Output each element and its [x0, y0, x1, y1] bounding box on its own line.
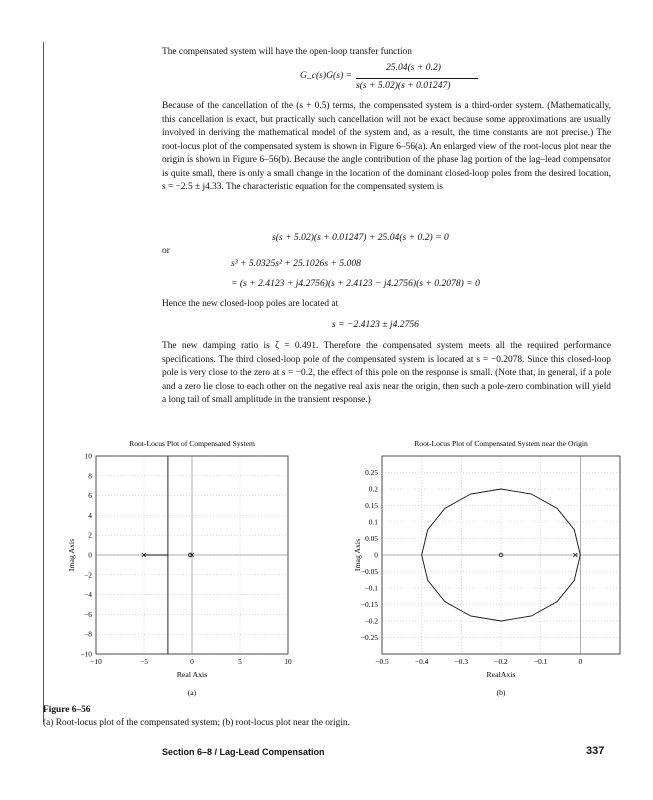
plot-b-xtick-label: −0.2 [494, 657, 508, 666]
plot-a-ytick-label: 6 [88, 491, 92, 501]
plot-a-ylabel: Imag Axis [67, 538, 76, 572]
root-locus-plot-b [340, 434, 630, 704]
figure-caption: (a) Root-locus plot of the compensated system; (b) root-locus plot near the origin. [43, 718, 350, 728]
plot-b-xtick-label: 0 [578, 657, 583, 666]
fraction-bar [356, 78, 478, 79]
plot-b-title: Root-Locus Plot of Compensated System near the Origin [414, 439, 588, 448]
plot-a-svg [50, 434, 310, 699]
plot-a-ytick-label: −4 [84, 590, 92, 600]
plot-b-ytick-label: −0.2 [364, 616, 378, 626]
characteristic-equation: s(s + 5.02)(s + 0.01247) + 25.04(s + 0.2) = 0 [272, 232, 449, 243]
margin-rule [43, 42, 44, 722]
root-locus-plot-a [50, 434, 310, 704]
page-number: 337 [586, 745, 605, 757]
plot-a-ytick-label: 8 [88, 471, 92, 481]
plot-b-ytick-label: −0.25 [360, 633, 378, 642]
paragraph-new-poles: Hence the new closed-loop poles are located at [162, 299, 339, 309]
plot-a-ytick-label: −10 [80, 649, 92, 659]
polynomial-equation: s³ + 5.0325s² + 25.1026s + 5.008 [231, 258, 361, 269]
plot-b-ytick-label: 0.15 [365, 501, 378, 510]
paragraph-cancellation: Because of the cancellation of the (s + 0.5) terms, the compensated system is a third-order system. (Mathematically, this cancellation is exact, but practically such cancellation will not be exact because some approximations are usually involved in deriving the mathematical model of the system and, as a result, the time constants are not precise.) The root-locus plot of the compensated system is shown in Figure 6–56(a). An enlarged view of the root-locus plot near the origin is shown in Figure 6–56(b). Because the angle contribution of the phase lag portion of the lag–lead compensator is quite small, there is only a small change in the location of the dominant closed-loop poles from the desired location, s = −2.5 ± j4.33. The characteristic equation for the compensated system is [162, 101, 611, 192]
plot-b-ytick-label: 0.25 [365, 468, 378, 477]
plot-a-ytick-label: 2 [88, 530, 92, 540]
plot-a-sublabel: (a) [187, 688, 197, 697]
transfer-function-numerator: 25.04(s + 0.2) [386, 62, 441, 73]
paragraph-damping: The new damping ratio is ζ = 0.491. Therefore the compensated system meets all the required performance specifications. The third closed-loop pole of the compensated system is located at s = −0.2078. Since this closed-loop pole is very close to the zero at s = −0.2, the effect of this pole on the response is small. (Note that, in general, if a pole and a zero lie close to each other on the negative real axis near the origin, then such a pole-zero combination will yield a long tail of small amplitude in the transient response.) [162, 341, 611, 405]
plot-b-xtick-label: −0.5 [375, 657, 389, 666]
plot-b-ytick-label: 0 [374, 550, 378, 560]
plot-b-ytick-label: 0.1 [368, 517, 378, 527]
plot-a-ytick-label: 4 [88, 510, 92, 520]
plot-b-ytick-label: −0.1 [364, 583, 378, 593]
plot-b-sublabel: (b) [496, 688, 506, 697]
plot-b-ylabel: Imag Axis [353, 538, 362, 572]
plot-a-ytick-label: −2 [84, 570, 92, 580]
plot-a-ytick-label: −8 [84, 629, 92, 639]
factored-equation: = (s + 2.4123 + j4.2756)(s + 2.4123 − j4.2756)(s + 0.2078) = 0 [231, 278, 480, 289]
plot-b-ytick-label: −0.15 [360, 600, 378, 609]
closed-loop-poles-equation: s = −2.4123 ± j4.2756 [332, 319, 419, 330]
plot-b-ytick-label: 0.05 [365, 534, 378, 543]
plot-a-ytick-label: 0 [88, 550, 92, 560]
plot-b-xtick-label: −0.4 [414, 657, 429, 666]
plot-a-xtick-label: 10 [284, 657, 292, 666]
plot-b-svg [340, 434, 630, 699]
plot-a-xlabel: Real Axis [176, 670, 208, 679]
plot-a-xtick-label: 0 [190, 657, 194, 666]
plot-b-ytick-label: 0.2 [368, 484, 378, 494]
plot-b-xtick-label: −0.3 [454, 657, 469, 666]
plot-a-xtick-label: 5 [238, 657, 242, 666]
plot-a-xtick-label: −10 [90, 657, 102, 666]
transfer-function-lhs: G_c(s)G(s) = [300, 70, 353, 81]
intro-text: The compensated system will have the open-loop transfer function [162, 47, 412, 57]
plot-b-xlabel: RealAxis [486, 670, 516, 679]
plot-a-ytick-label: 10 [84, 451, 92, 461]
plot-b-ytick-label: −0.05 [360, 567, 378, 576]
plot-a-title: Root-Locus Plot of Compensated System [129, 439, 255, 448]
plot-b-xtick-label: −0.1 [533, 657, 548, 666]
footer-section: Section 6–8 / Lag-Lead Compensation [162, 747, 325, 757]
plot-a-ytick-label: −6 [84, 609, 92, 619]
figure-title: Figure 6–56 [43, 705, 91, 715]
or-word: or [162, 246, 170, 256]
plot-a-xtick-label: −5 [140, 657, 148, 666]
transfer-function-denominator: s(s + 5.02)(s + 0.01247) [356, 80, 451, 91]
